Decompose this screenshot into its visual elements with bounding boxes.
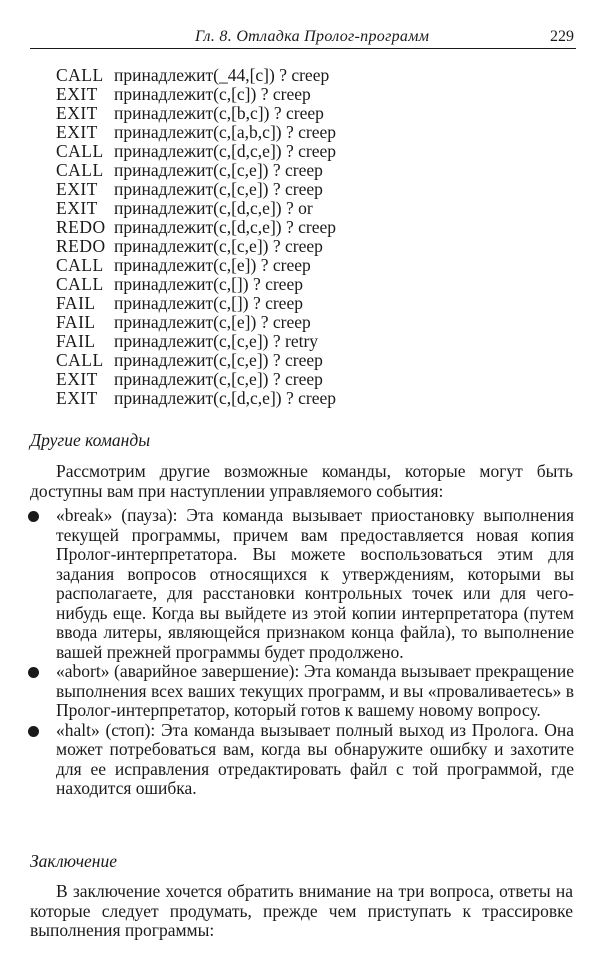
trace-line	[56, 237, 336, 256]
trace-port: EXIT	[56, 369, 98, 389]
trace-port: CALL	[56, 141, 104, 161]
header-rule	[30, 48, 576, 49]
page-number: 229	[550, 28, 574, 45]
trace-line	[56, 313, 336, 332]
trace-line	[56, 275, 336, 294]
trace-port: CALL	[56, 255, 104, 275]
trace-line	[56, 180, 336, 199]
trace-port: EXIT	[56, 122, 98, 142]
trace-line	[56, 218, 336, 237]
trace-goal: принадлежит(c,[e]) ? creep	[114, 255, 311, 275]
trace-port: EXIT	[56, 84, 98, 104]
trace-goal: принадлежит(c,[d,c,e]) ? or	[114, 198, 313, 218]
trace-goal: принадлежит(c,[c,e]) ? retry	[114, 331, 319, 351]
trace-line	[56, 389, 336, 408]
trace-line	[56, 142, 336, 161]
trace-goal: принадлежит(c,[c,e]) ? creep	[114, 160, 323, 180]
bullet-icon	[28, 511, 39, 522]
bullet-icon	[28, 726, 39, 737]
trace-goal: принадлежит(c,[e]) ? creep	[114, 312, 311, 332]
list-item-abort	[28, 662, 574, 721]
list-item-text: «abort» (аварийное завершение): Эта команда вызывает прекращение выполнения всех ваших текущих программ, и вы «проваливаетесь» в Пролог-интерпретатор, который готов к вашему новому вопросу.	[56, 661, 574, 720]
trace-line	[56, 256, 336, 275]
trace-line	[56, 66, 336, 85]
trace-line	[56, 351, 336, 370]
trace-goal: принадлежит(c,[c,e]) ? creep	[114, 179, 323, 199]
command-list	[28, 506, 574, 799]
trace-line	[56, 199, 336, 218]
trace-port: FAIL	[56, 312, 96, 332]
trace-goal: принадлежит(c,[d,c,e]) ? creep	[114, 217, 337, 237]
list-item-text: «halt» (стоп): Эта команда вызывает полный выход из Пролога. Она может потребоваться вам, когда вы обнаружите ошибку и захотите для ее исправления отредактировать файл с той программой, где находится ошибка.	[56, 719, 574, 798]
trace-line	[56, 370, 336, 389]
bullet-icon	[28, 667, 39, 678]
trace-port: EXIT	[56, 388, 98, 408]
trace-goal: принадлежит(c,[]) ? creep	[114, 293, 303, 313]
trace-port: EXIT	[56, 198, 98, 218]
trace-goal: принадлежит(c,[c]) ? creep	[114, 84, 311, 104]
section-heading-other-commands: Другие команды	[30, 430, 151, 450]
trace-goal: принадлежит(_44,[c]) ? creep	[114, 65, 330, 85]
trace-line	[56, 294, 336, 313]
trace-goal: принадлежит(c,[]) ? creep	[114, 274, 303, 294]
running-header	[30, 26, 576, 50]
trace-port: EXIT	[56, 103, 98, 123]
trace-listing	[56, 66, 336, 408]
trace-port: REDO	[56, 236, 106, 256]
trace-line	[56, 85, 336, 104]
trace-port: REDO	[56, 217, 106, 237]
conclusion-paragraph: В заключение хочется обратить внимание на три вопроса, ответы на которые следует продумать, прежде чем приступать к трассировке выполнения программы:	[30, 881, 573, 940]
trace-goal: принадлежит(c,[c,e]) ? creep	[114, 369, 323, 389]
trace-line	[56, 123, 336, 142]
trace-port: CALL	[56, 274, 104, 294]
trace-port: CALL	[56, 160, 104, 180]
trace-goal: принадлежит(c,[d,c,e]) ? creep	[114, 141, 337, 161]
trace-port: FAIL	[56, 331, 96, 351]
list-item-text: «break» (пауза): Эта команда вызывает приостановку выполнения текущей программы, причем вам предоставляется новая копия Пролог-интерпретатора. Вы можете воспользоваться этим для задания вопросов относящихся к утверждениям, которыми вы располагаете, для расстановки контрольных точек или для чего-нибудь еще. Когда вы выйдете из этой копии интерпретатора (путем ввода литеры, являющейся признаком конца файла), то выполнение вашей прежней программы будет продолжено.	[56, 505, 574, 662]
list-item-break	[28, 506, 574, 662]
trace-port: FAIL	[56, 293, 96, 313]
trace-goal: принадлежит(c,[c,e]) ? creep	[114, 350, 323, 370]
trace-line	[56, 332, 336, 351]
trace-goal: принадлежит(c,[c,e]) ? creep	[114, 236, 323, 256]
trace-line	[56, 161, 336, 180]
trace-line	[56, 104, 336, 123]
trace-goal: принадлежит(c,[d,c,e]) ? creep	[114, 388, 337, 408]
trace-goal: принадлежит(c,[b,c]) ? creep	[114, 103, 324, 123]
trace-port: CALL	[56, 350, 104, 370]
intro-paragraph: Рассмотрим другие возможные команды, которые могут быть доступны вам при наступлении управляемого события:	[30, 461, 573, 501]
trace-port: CALL	[56, 65, 104, 85]
trace-port: EXIT	[56, 179, 98, 199]
list-item-halt	[28, 721, 574, 799]
section-heading-conclusion: Заключение	[30, 851, 118, 871]
trace-goal: принадлежит(c,[a,b,c]) ? creep	[114, 122, 337, 142]
chapter-title: Гл. 8. Отладка Пролог-программ	[195, 28, 430, 45]
